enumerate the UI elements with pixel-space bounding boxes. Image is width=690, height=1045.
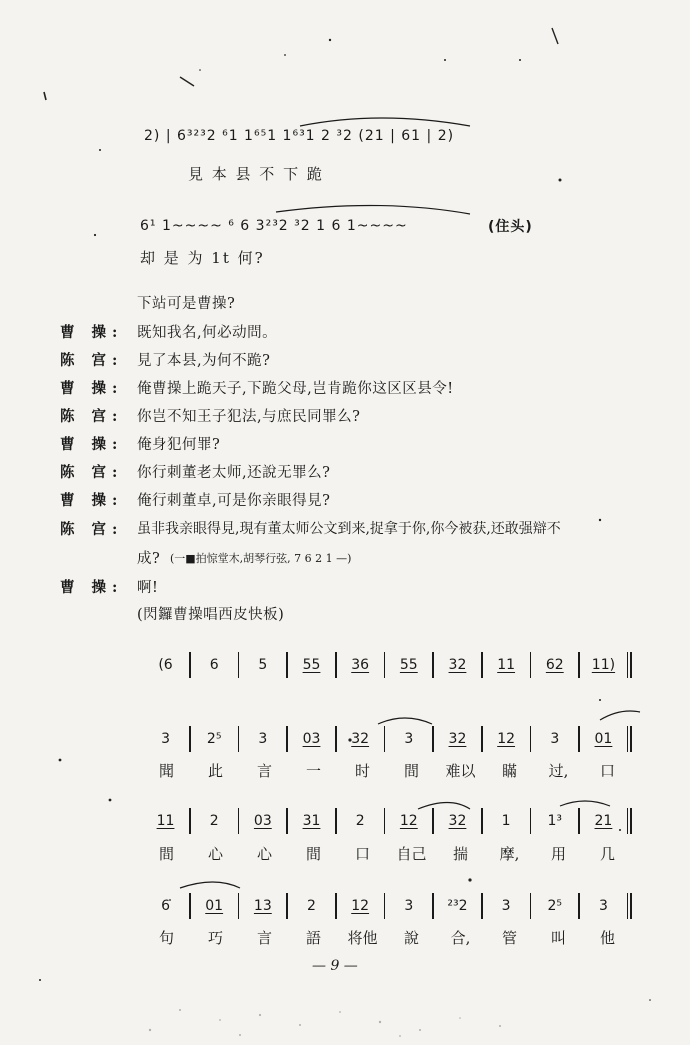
- lyric: 用: [550, 845, 566, 863]
- dialogue-line: 啊!: [137, 580, 159, 596]
- measure: ²³2: [447, 898, 468, 914]
- lyric: 心: [256, 845, 272, 863]
- lyric: 时: [354, 762, 370, 780]
- measure: 32: [448, 657, 467, 673]
- score1-row2-notes: 6¹ 1~~~~ ⁶ 6 3²³2 ³2 1 6 1~~~~: [140, 218, 408, 234]
- score1-row1-lyrics: 見 本 县 不 下 跪: [188, 165, 324, 183]
- dialogue-intro: 下站可是曹操?: [137, 296, 236, 312]
- lyric: 自己: [396, 845, 427, 863]
- dialogue-line: 虽非我亲眼得見,現有董太师公文到来,捉拿于你,你今被获,还敢强辯不: [137, 521, 561, 537]
- lyric: 聞: [158, 762, 174, 780]
- measure: 31: [302, 813, 321, 829]
- lyric: 巧: [207, 929, 223, 947]
- speaker: 陈 宫:: [60, 521, 124, 538]
- measure: 2: [209, 813, 219, 829]
- measure: 32: [448, 813, 467, 829]
- lyric: 間: [403, 762, 419, 780]
- measure: 2: [307, 898, 316, 914]
- measure: 13: [253, 898, 272, 914]
- lyric: 言: [256, 929, 272, 947]
- dialogue-line: 俺曹操上跪天子,下跪父母,岂肯跪你这区区县令!: [137, 381, 454, 397]
- measure: 12: [351, 898, 370, 914]
- dialogue-line: 見了本县,为何不跪?: [137, 353, 271, 369]
- measure: 12: [399, 813, 418, 829]
- dialogue-line: 你行刺董老太师,还說无罪么?: [137, 465, 331, 481]
- score1-row2-mark: (住头): [488, 219, 533, 235]
- measure: 1³: [547, 813, 563, 829]
- measure: 1: [501, 813, 511, 829]
- lyric: 語: [305, 929, 321, 947]
- lyric: 揣: [452, 845, 468, 863]
- lyric: 句: [158, 929, 174, 947]
- lyric: 言: [256, 762, 272, 780]
- speaker: 曹 操:: [60, 436, 124, 453]
- measure: 55: [302, 657, 321, 673]
- measure: 11): [591, 657, 616, 673]
- lyric: 說: [403, 929, 419, 947]
- dialogue-line: 俺身犯何罪?: [137, 437, 221, 453]
- measure: 2⁵: [547, 898, 563, 914]
- lyric: 摩,: [499, 845, 520, 863]
- measure: 11: [156, 813, 175, 829]
- dialogue-line: 俺行刺董卓,可是你亲眼得見?: [137, 493, 331, 509]
- measure: 3: [598, 898, 608, 914]
- speaker: 曹 操:: [60, 492, 124, 509]
- measure: 3: [550, 731, 560, 747]
- lyric: 叫: [550, 929, 566, 947]
- measure: 5: [258, 657, 268, 673]
- measure: 6: [161, 898, 170, 914]
- measure: 32: [351, 731, 370, 747]
- measure: 11: [497, 657, 516, 673]
- speaker: 曹 操:: [60, 380, 124, 397]
- page-number: — 9 —: [312, 958, 358, 974]
- speaker: 曹 操:: [60, 579, 124, 596]
- lyric: 过,: [548, 762, 569, 780]
- measure: 2: [355, 813, 365, 829]
- measure: 3: [404, 731, 414, 747]
- lyric: 此: [207, 762, 223, 780]
- measure: 01: [205, 898, 224, 914]
- measure: 03: [302, 731, 321, 747]
- lyric: 合,: [450, 929, 471, 947]
- lyric: 他: [599, 929, 615, 947]
- speaker: 陈 宫:: [60, 352, 124, 369]
- lyric: 心: [207, 845, 223, 863]
- lyric: 管: [501, 929, 517, 947]
- score1-row1-notes: 2) | 6³²³2 ⁶1 1⁶⁵1 1⁶³1 2 ³2 (21 | 61 | 2): [144, 128, 455, 144]
- lyric: 口: [599, 762, 615, 780]
- lyric: 間: [305, 845, 321, 863]
- speaker: 陈 宫:: [60, 464, 124, 481]
- stage-direction: (一■拍惊堂木,胡琴行弦, 7 6 2 1 —): [170, 552, 352, 565]
- measure: 2⁵: [206, 731, 222, 747]
- measure: 6: [209, 657, 219, 673]
- lyric: 难以: [445, 762, 476, 780]
- dialogue-continuation: 成?: [137, 551, 161, 567]
- lyric: 間: [158, 845, 174, 863]
- speaker: 陈 宫:: [60, 408, 124, 425]
- speaker: 曹 操:: [60, 324, 124, 341]
- dialogue-line: 你岂不知王子犯法,与庶民同罪么?: [137, 409, 361, 425]
- measure: 12: [497, 731, 516, 747]
- measure: 32: [448, 731, 467, 747]
- measure: 36: [351, 657, 370, 673]
- measure: (6: [158, 657, 173, 673]
- measure: 3: [258, 731, 268, 747]
- measure: 03: [253, 813, 272, 829]
- lyric: 一: [305, 762, 321, 780]
- score1-row2-lyrics: 却 是 为 1t 何?: [140, 249, 265, 267]
- lyric: 将他: [347, 929, 378, 947]
- lyric: 几: [599, 845, 615, 863]
- measure: 01: [594, 731, 613, 747]
- lyric: 瞞: [501, 762, 517, 780]
- measure: 55: [399, 657, 418, 673]
- dialogue-line: 既知我名,何必动問。: [137, 325, 278, 341]
- measure: 62: [545, 657, 564, 673]
- lyric: 口: [354, 845, 370, 863]
- measure: 3: [404, 898, 414, 914]
- measure: 21: [594, 813, 613, 829]
- section-heading: (閃鑼曹操唱西皮快板): [137, 607, 285, 623]
- measure: 3: [161, 731, 170, 747]
- measure: 3: [501, 898, 511, 914]
